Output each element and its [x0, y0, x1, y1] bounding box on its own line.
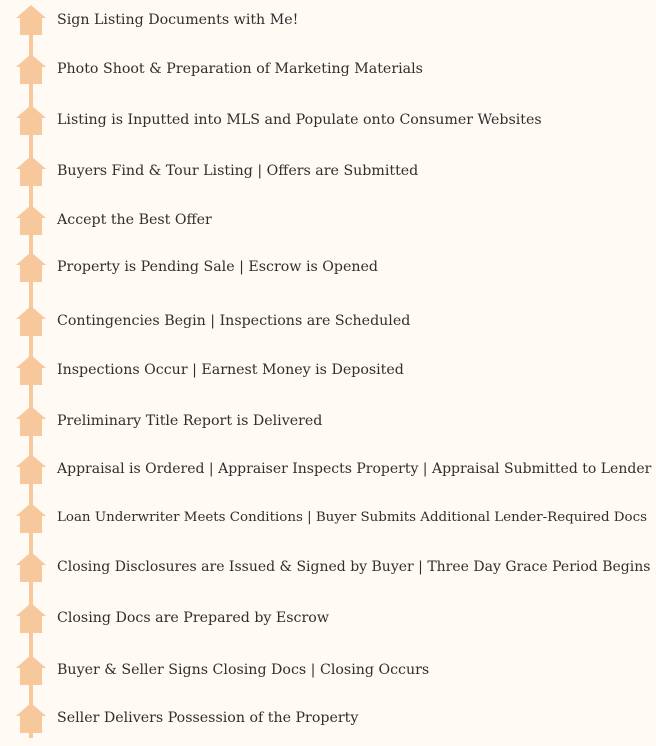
step-label: Closing Disclosures are Issued & Signed by Buyer | Three Day Grace Period Begins — [57, 559, 651, 575]
house-icon — [15, 702, 47, 734]
house-icon — [15, 354, 47, 386]
timeline-step — [0, 405, 656, 439]
step-label: Buyer & Seller Signs Closing Docs | Closing Occurs — [57, 662, 430, 678]
house-icon — [15, 155, 47, 187]
step-label: Seller Delivers Possession of the Property — [57, 710, 359, 726]
timeline-step — [0, 104, 656, 138]
house-icon — [15, 4, 47, 36]
step-label: Appraisal is Ordered | Appraiser Inspects Property | Appraisal Submitted to Lender — [57, 461, 652, 477]
step-label: Inspections Occur | Earnest Money is Deposited — [57, 362, 404, 378]
house-icon — [15, 53, 47, 85]
step-label: Listing is Inputted into MLS and Populate onto Consumer Websites — [57, 112, 542, 128]
timeline-step — [0, 453, 656, 487]
timeline-step — [0, 305, 656, 339]
step-label: Loan Underwriter Meets Conditions | Buyer Submits Additional Lender-Required Docs — [57, 510, 647, 525]
timeline-step — [0, 4, 656, 38]
timeline-step — [0, 602, 656, 636]
house-icon — [15, 251, 47, 283]
timeline-step — [0, 155, 656, 189]
step-label: Photo Shoot & Preparation of Marketing Materials — [57, 61, 423, 77]
house-icon — [15, 405, 47, 437]
timeline-step — [0, 502, 656, 536]
house-icon — [15, 502, 47, 534]
step-label: Preliminary Title Report is Delivered — [57, 413, 323, 429]
house-icon — [15, 305, 47, 337]
timeline-step — [0, 204, 656, 238]
timeline-step — [0, 354, 656, 388]
step-label: Accept the Best Offer — [57, 212, 212, 228]
timeline-step — [0, 654, 656, 688]
house-icon — [15, 654, 47, 686]
step-label: Buyers Find & Tour Listing | Offers are Submitted — [57, 163, 419, 179]
house-icon — [15, 204, 47, 236]
timeline-step — [0, 251, 656, 285]
house-icon — [15, 104, 47, 136]
house-icon — [15, 602, 47, 634]
timeline-step — [0, 53, 656, 87]
step-label: Closing Docs are Prepared by Escrow — [57, 610, 329, 626]
timeline-step — [0, 702, 656, 736]
step-label: Property is Pending Sale | Escrow is Opened — [57, 259, 378, 275]
step-label: Sign Listing Documents with Me! — [57, 12, 299, 28]
step-label: Contingencies Begin | Inspections are Scheduled — [57, 313, 411, 329]
timeline-step — [0, 551, 656, 585]
house-icon — [15, 453, 47, 485]
house-icon — [15, 551, 47, 583]
